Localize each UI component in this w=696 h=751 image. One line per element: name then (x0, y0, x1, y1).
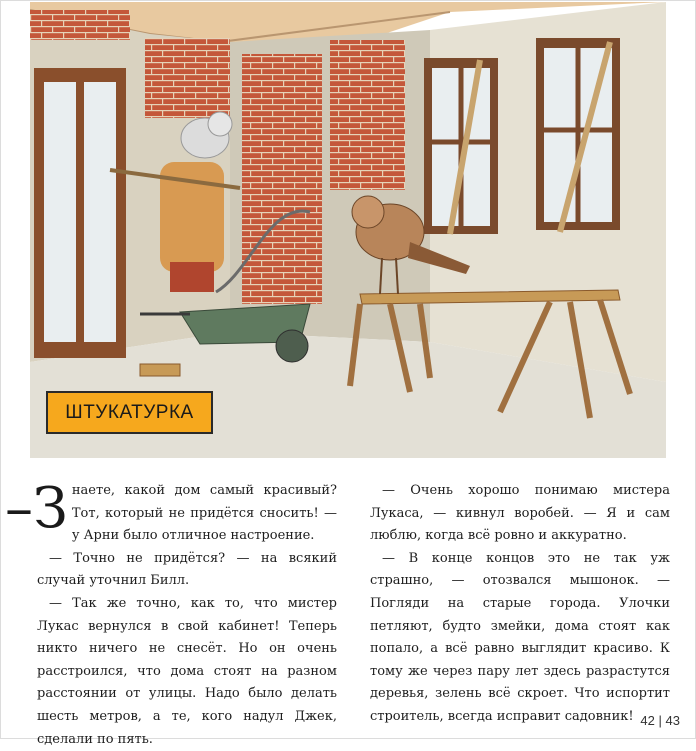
illustration-drawing (30, 2, 666, 458)
caption-label: ШТУКАТУРКА (65, 401, 194, 423)
drop-cap: –З (5, 476, 68, 541)
paragraph: — Очень хорошо понимаю мистера Лукаса, — кивнул воробей. — Я и сам люблю, когда всё ровно и аккуратно. (370, 483, 670, 544)
opening-paragraph (5, 476, 337, 548)
page-separator: | (658, 713, 662, 728)
page-number-left: 42 (640, 713, 655, 728)
paragraph: — Так же точно, как то, что мистер Лукас вернулся в свой кабинет! Теперь никто ничего не снесёт. Но он очень расстроился, что дома стоят на разном расстоянии от улицы. Надо было делать шесть метров, а те, кого надул Джек, сделали по пять. (37, 595, 337, 747)
paragraph: — Точно не придётся? — на всякий случай уточнил Билл. (37, 550, 337, 589)
brick-patch (145, 38, 230, 118)
text-column-right (370, 480, 670, 729)
illustration (30, 2, 666, 458)
brick-patch (330, 40, 405, 190)
page-number-right: 43 (665, 713, 680, 728)
illustration-caption-badge (46, 391, 213, 434)
text-column-left (5, 476, 337, 751)
trowel (140, 364, 180, 376)
page-numbers (640, 713, 680, 728)
brick-patch (242, 54, 322, 304)
paragraph-text: наете, какой дом самый красивый? Тот, который не придётся сносить! — у Арни было отличное настроение. (71, 483, 337, 544)
paragraph: — В конце концов это не так уж страшно, — отозвался мышонок. — Погляди на старые города. Улочки петляют, будто змейки, дома стоят как попало, а всё равно выглядит красиво. К тому же через пару лет здесь разрастутся деревья, зелень всё скроет. Что испортит строитель, всегда исправит садовник! (370, 550, 670, 724)
brick-patch (30, 10, 130, 40)
